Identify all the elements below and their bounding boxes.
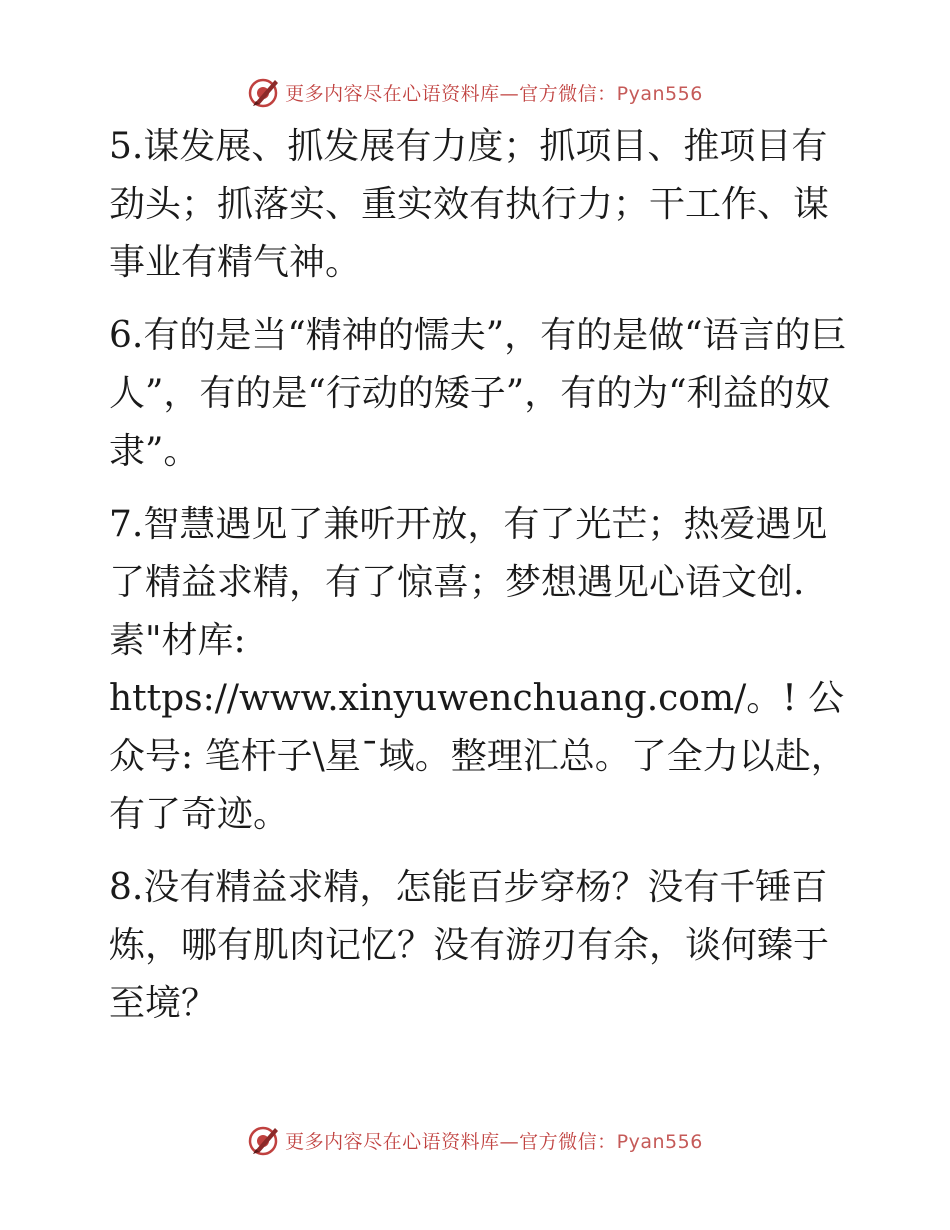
wechat-id: Pyan556 bbox=[616, 82, 703, 105]
paragraph-6: 6.有的是当“精神的懦夫”，有的是做“语言的巨人”，有的是“行动的矮子”，有的为“利益的奴隶”。 bbox=[109, 315, 847, 472]
paragraph-8: 8.没有精益求精，怎能百步穿杨？没有千锤百炼，哪有肌肉记忆？没有游刃有余，谈何臻于至境？ bbox=[109, 867, 830, 1024]
body-text bbox=[97, 118, 857, 1048]
pen-logo-icon bbox=[247, 1123, 281, 1157]
banner-text: 更多内容尽在心语资料库—官方微信：Pyan556 bbox=[285, 82, 703, 105]
wechat-id: Pyan556 bbox=[616, 1130, 703, 1153]
pen-logo-icon bbox=[247, 75, 281, 109]
banner-text: 更多内容尽在心语资料库—官方微信：Pyan556 bbox=[285, 1130, 703, 1153]
header-banner bbox=[0, 72, 950, 112]
paragraph-5: 5.谋发展、抓发展有力度；抓项目、推项目有劲头；抓落实、重实效有执行力；干工作、谋事业有精气神。 bbox=[109, 126, 830, 283]
paragraph-7: 7.智慧遇见了兼听开放，有了光芒；热爱遇见了精益求精，有了惊喜；梦想遇见心语文创.素"材库: https://www.xinyuwenchuang.com/。! 公众号: 笔杆子\星¯域。整理汇总。了全力以赴，有了奇迹。 bbox=[109, 504, 847, 835]
footer-banner bbox=[0, 1120, 950, 1160]
